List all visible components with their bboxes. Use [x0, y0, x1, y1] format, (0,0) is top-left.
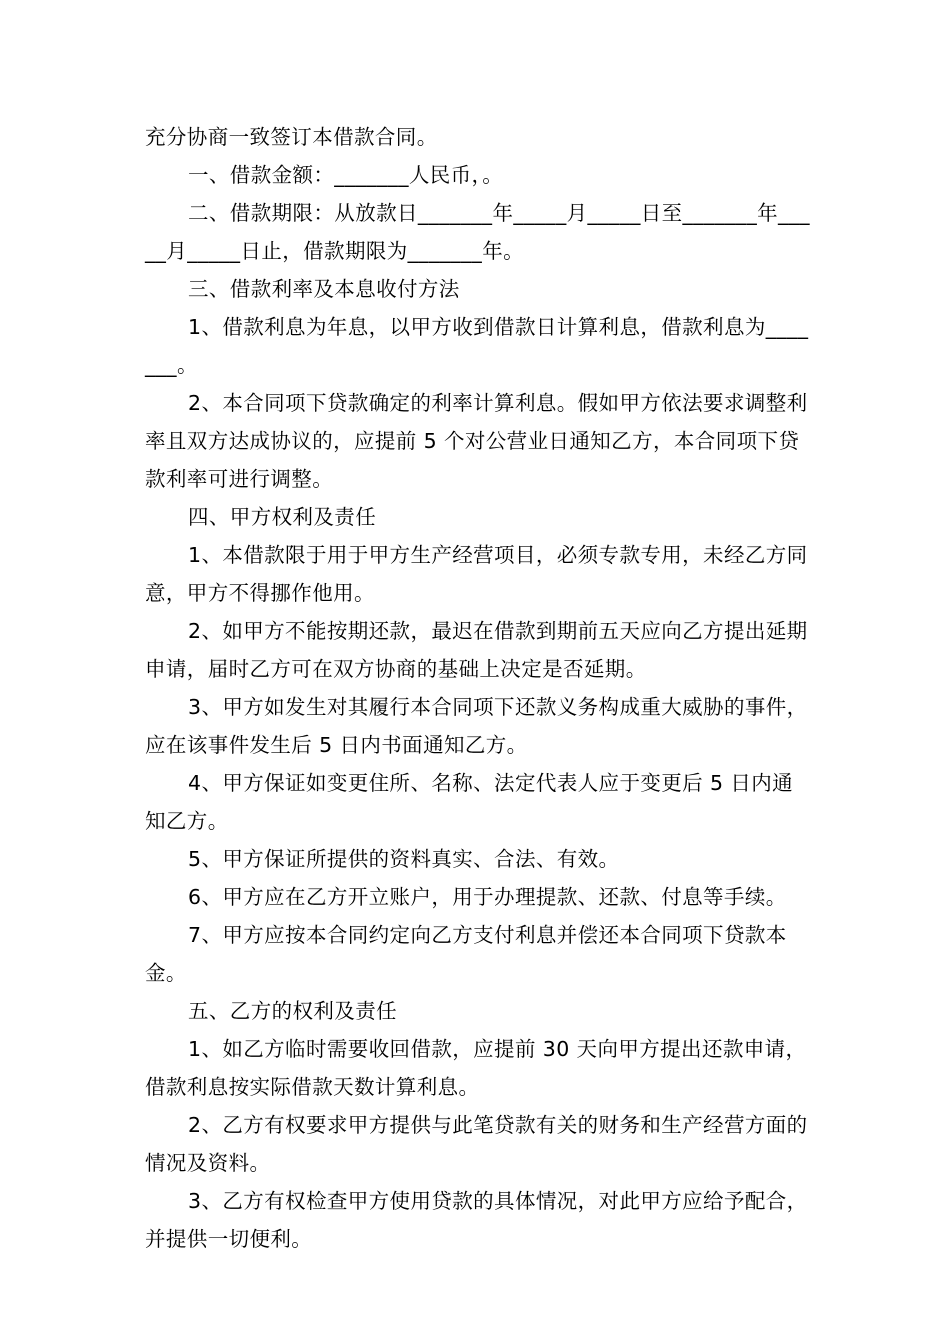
- paragraph-party-a-2: 2、如甲方不能按期还款，最迟在借款到期前五天应向乙方提出延期申请，届时乙方可在双方协商的基础上决定是否延期。: [145, 619, 808, 681]
- paragraph-interest-2: 2、本合同项下贷款确定的利率计算利息。假如甲方依法要求调整利率且双方达成协议的，应提前 5 个对公营业日通知乙方，本合同项下贷款利率可进行调整。: [145, 391, 808, 491]
- paragraph-party-a-5: 5、甲方保证所提供的资料真实、合法、有效。: [188, 847, 620, 871]
- section-heading-party-b: 五、乙方的权利及责任: [188, 999, 397, 1023]
- paragraph-intro: 充分协商一致签订本借款合同。: [145, 125, 438, 149]
- paragraph-interest-1: 1、借款利息为年息，以甲方收到借款日计算利息，借款利息为_______。: [145, 315, 809, 377]
- section-heading-party-a: 四、甲方权利及责任: [188, 505, 377, 529]
- paragraph-loan-amount: 一、借款金额：_______人民币，。: [188, 163, 504, 187]
- paragraph-party-a-6: 6、甲方应在乙方开立账户，用于办理提款、还款、付息等手续。: [188, 885, 787, 909]
- paragraph-party-a-4: 4、甲方保证如变更住所、名称、法定代表人应于变更后 5 日内通知乙方。: [145, 771, 794, 833]
- paragraph-party-a-1: 1、本借款限于用于甲方生产经营项目，必须专款专用，未经乙方同意，甲方不得挪作他用。: [145, 543, 808, 605]
- paragraph-loan-term: 二、借款期限：从放款日_______年_____月_____日至_______年_____月_____日止，借款期限为_______年。: [145, 201, 810, 263]
- paragraph-party-b-2: 2、乙方有权要求甲方提供与此笔贷款有关的财务和生产经营方面的情况及资料。: [145, 1113, 808, 1175]
- section-heading-interest: 三、借款利率及本息收付方法: [188, 277, 460, 301]
- paragraph-party-b-3: 3、乙方有权检查甲方使用贷款的具体情况，对此甲方应给予配合，并提供一切便利。: [145, 1189, 808, 1251]
- paragraph-party-b-1: 1、如乙方临时需要收回借款，应提前 30 天向甲方提出还款申请，借款利息按实际借款天数计算利息。: [145, 1037, 807, 1099]
- document-body: [145, 118, 810, 1258]
- paragraph-party-a-7: 7、甲方应按本合同约定向乙方支付利息并偿还本合同项下贷款本金。: [145, 923, 787, 985]
- paragraph-party-a-3: 3、甲方如发生对其履行本合同项下还款义务构成重大威胁的事件，应在该事件发生后 5 日内书面通知乙方。: [145, 695, 808, 757]
